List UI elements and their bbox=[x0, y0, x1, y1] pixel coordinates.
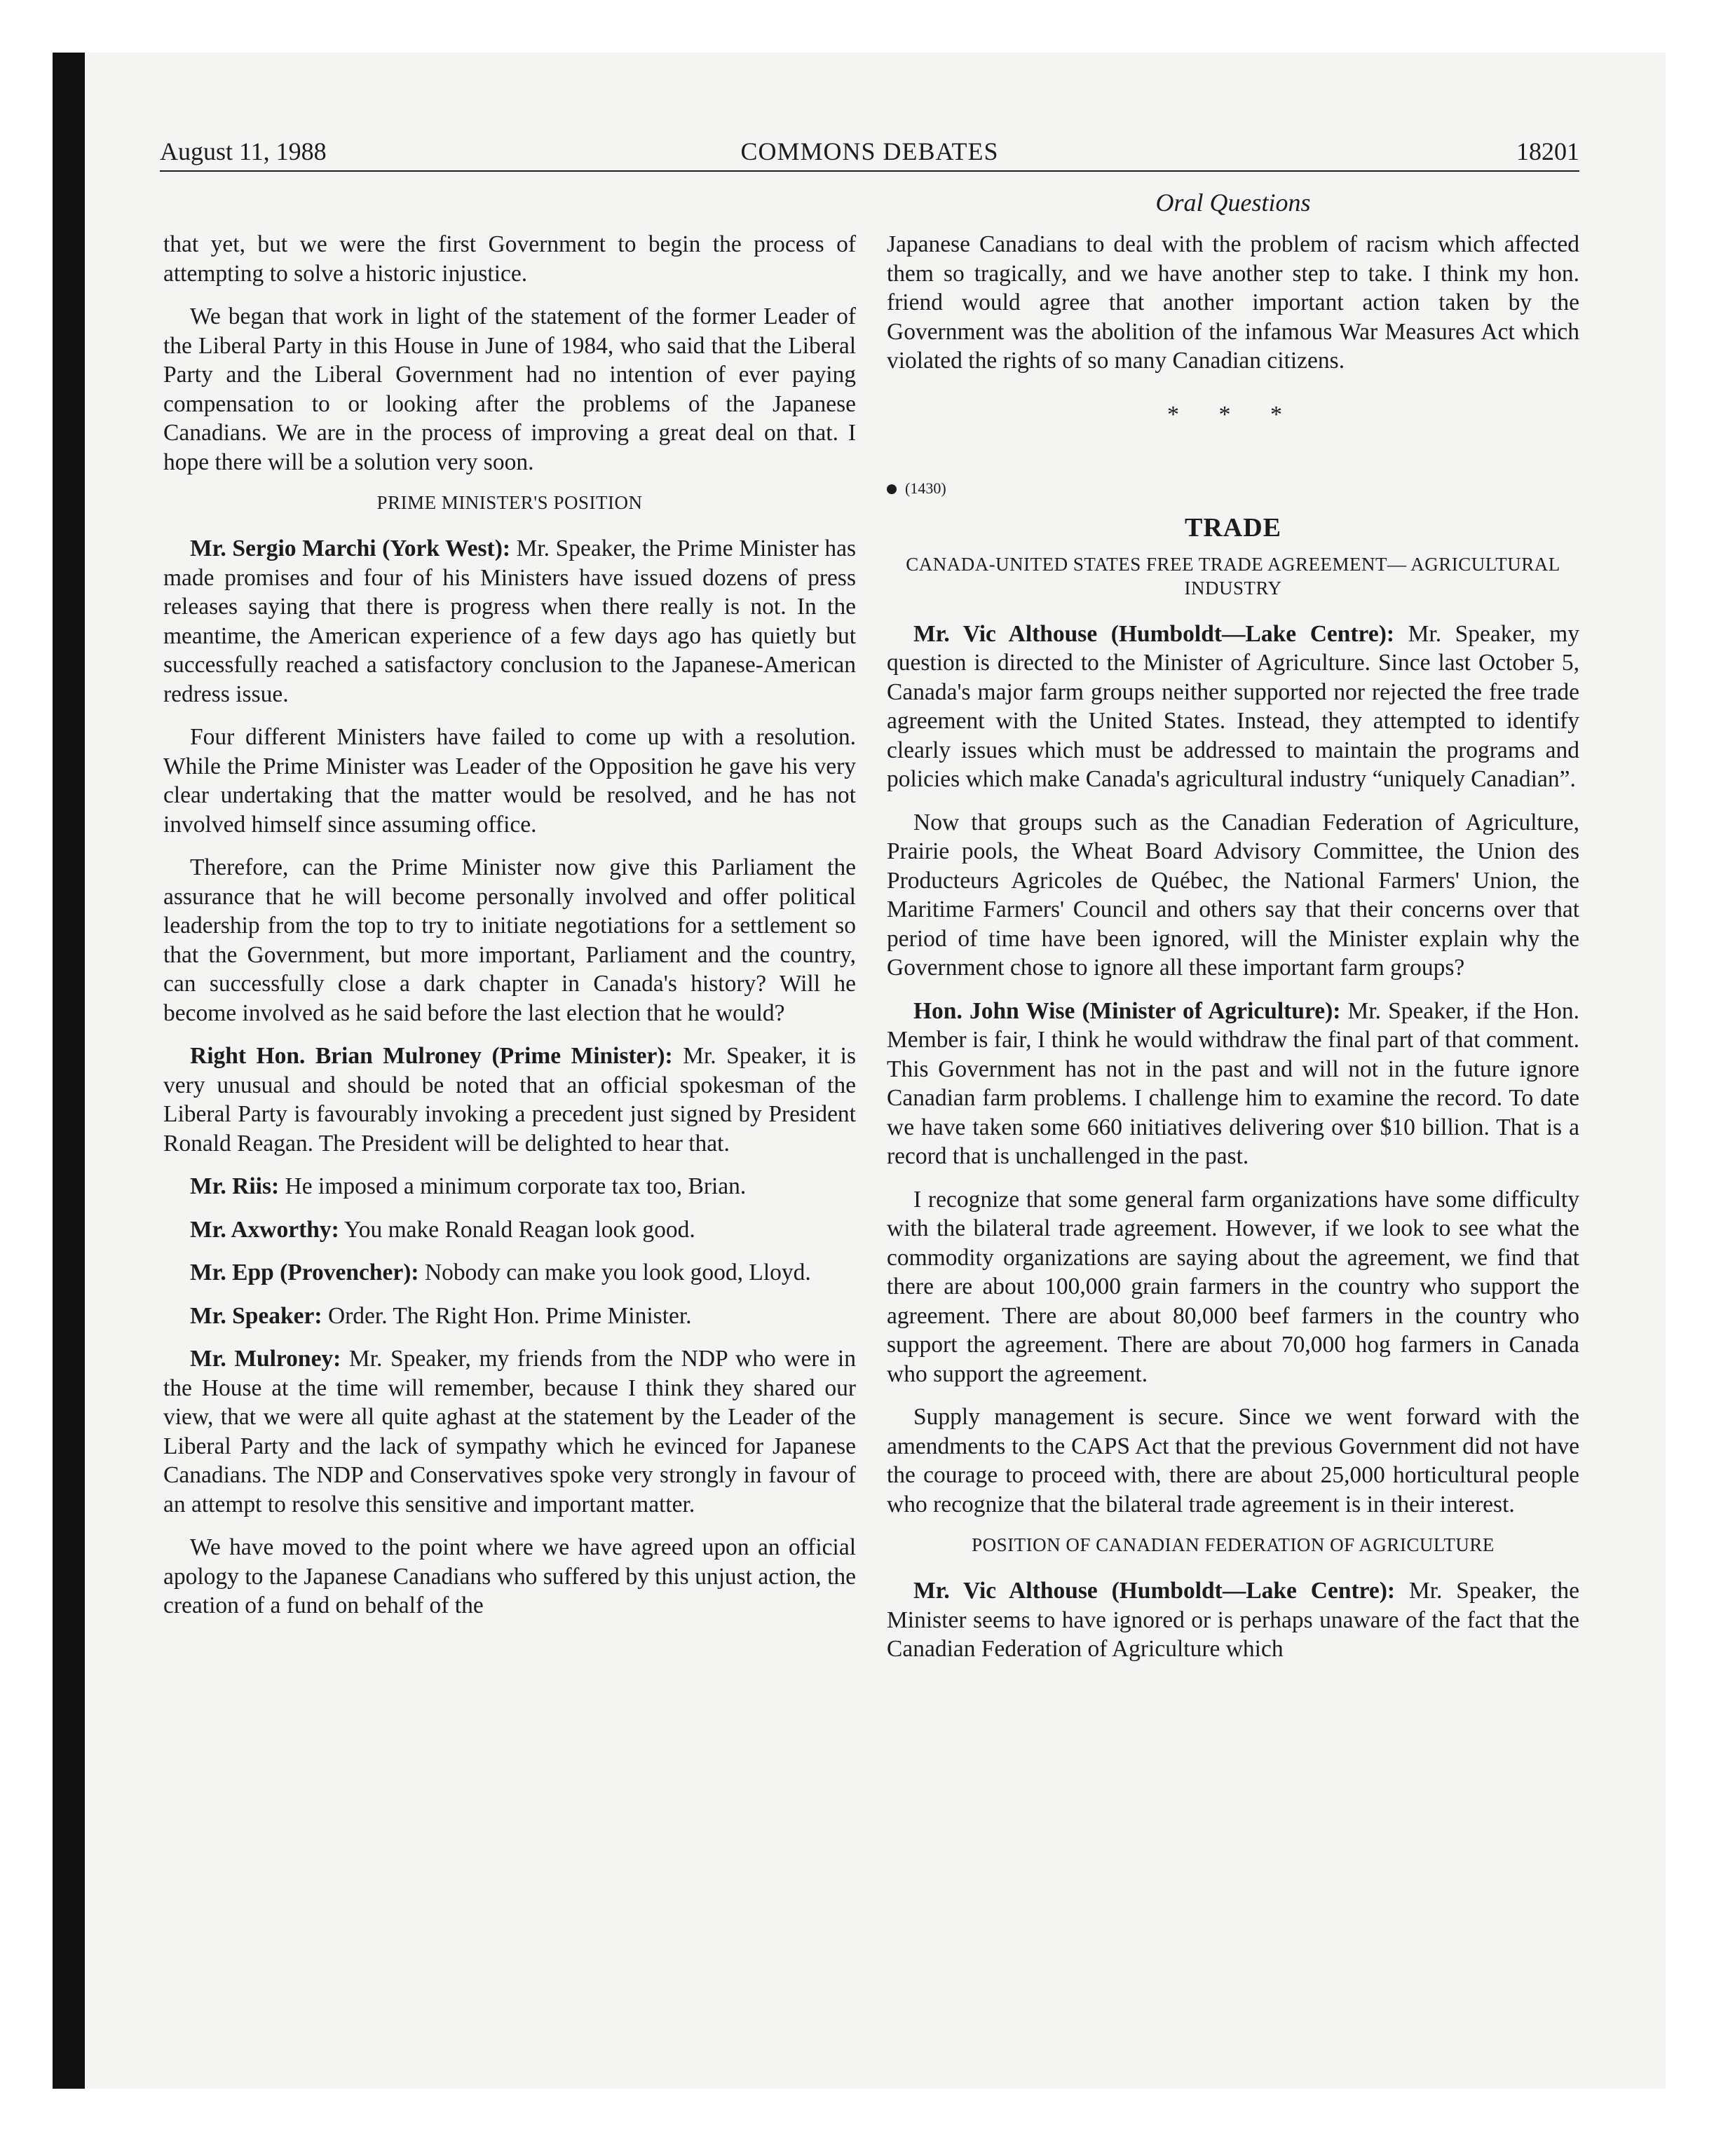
speech-text: You make Ronald Reagan look good. bbox=[339, 1216, 695, 1243]
page-number: 18201 bbox=[1516, 137, 1579, 165]
speech-paragraph bbox=[163, 1302, 856, 1331]
speech-text: Mr. Speaker, my friends from the NDP who were in the House at the time will remember, because I think they shared our view, that we were all quite aghast at the statement by the Leader of the Liberal Party and the lack of sympathy which he evinced for Japanese Canadians. The NDP and Conservatives spoke very strongly in favour of an attempt to resolve this sensitive and important matter. bbox=[163, 1346, 856, 1517]
heading-trade: TRADE bbox=[1184, 512, 1282, 543]
page-date: August 11, 1988 bbox=[160, 137, 327, 165]
speaker-name: Mr. Riis: bbox=[190, 1173, 280, 1199]
speech-text: Order. The Right Hon. Prime Minister. bbox=[322, 1302, 692, 1329]
scan-edge-bar bbox=[53, 53, 85, 2089]
speech-text: Mr. Speaker, it is very unusual and should be noted that an official spokesman of the Liberal Party is favourably invoking a precedent just signed by President Ronald Reagan. The President will be delighted to hear that. bbox=[163, 1043, 857, 1157]
paragraph: Four different Ministers have failed to come up with a resolution. While the Prime Minister was Leader of the Opposition he gave his very clear undertaking that the matter would be resolved, and he has not involved himself since assuming office. bbox=[163, 724, 856, 838]
speaker-name: Mr. Axworthy: bbox=[190, 1216, 339, 1243]
paragraph: Now that groups such as the Canadian Federation of Agriculture, Prairie pools, the Wheat Board Advisory Committee, the Union des Producteurs Agricoles de Québec, the National Farmers' Union, the Maritime Farmers' Council and others say that their concerns over that period of time have been ignored, will the Minister explain why the Government chose to ignore all these important farm groups? bbox=[887, 809, 1579, 981]
speech-paragraph bbox=[887, 997, 1579, 1171]
paragraph: Supply management is secure. Since we went forward with the amendments to the CAPS Act that the previous Government did not have the courage to proceed with, there are about 25,000 horticultural people who recognize that the bilateral trade agreement is in their interest. bbox=[887, 1404, 1579, 1517]
speech-paragraph bbox=[887, 1576, 1579, 1664]
speech-paragraph bbox=[163, 1172, 856, 1201]
paragraph: Japanese Canadians to deal with the problem of racism which affected them so tragically, and we have another step to take. I think my hon. friend would agree that another important action taken by the Government was the abolition of the infamous War Measures Act which violated the rights of so many Canadian citizens. bbox=[887, 231, 1579, 374]
speech-text: Mr. Speaker, the Minister seems to have ignored or is perhaps unaware of the fact that the Canadian Federation of Agriculture which bbox=[887, 1578, 1579, 1662]
right-column bbox=[887, 230, 1579, 1678]
section-separator-stars: * * * bbox=[1167, 401, 1299, 428]
speech-text: Mr. Speaker, if the Hon. Member is fair, I think he would withdraw the final part of that comment. This Government has not in the past and will not in the future ignore Canadian farm problems. I challenge him to examine the record. To date we have taken some 660 initiatives delivering over $10 billion. That is a record that is unchallenged in the past. bbox=[887, 997, 1579, 1169]
speaker-name: Mr. Mulroney: bbox=[190, 1346, 341, 1372]
header-rule bbox=[160, 170, 1579, 172]
speech-paragraph bbox=[163, 1344, 856, 1519]
speaker-name: Mr. Vic Althouse (Humboldt—Lake Centre): bbox=[913, 1578, 1396, 1604]
speech-paragraph bbox=[163, 534, 856, 709]
speaker-name: Mr. Vic Althouse (Humboldt—Lake Centre): bbox=[913, 620, 1395, 647]
running-head bbox=[160, 133, 1579, 170]
time-marker bbox=[887, 478, 1579, 499]
speaker-name: Mr. Epp (Provencher): bbox=[190, 1260, 419, 1285]
subheading-prime-ministers-position: PRIME MINISTER'S POSITION bbox=[376, 492, 643, 513]
bullet-dot-icon bbox=[887, 484, 897, 494]
section-title: Oral Questions bbox=[1155, 189, 1311, 217]
paragraph: I recognize that some general farm organizations have some difficulty with the bilateral trade agreement. However, if we look to see what the commodity organizations are saying about the agreement, we find that there are about 100,000 grain farmers in the country who support the agreement. There are about 80,000 beef farmers in the country who support the agreement. There are about 70,000 hog farmers in Canada who support the agreement. bbox=[887, 1186, 1579, 1387]
speaker-name: Right Hon. Brian Mulroney (Prime Minister): bbox=[190, 1043, 673, 1069]
speaker-name: Hon. John Wise (Minister of Agriculture): bbox=[913, 997, 1341, 1024]
speech-paragraph bbox=[163, 1258, 856, 1288]
speech-text: Nobody can make you look good, Lloyd. bbox=[419, 1260, 811, 1285]
speech-paragraph bbox=[163, 1215, 856, 1245]
speech-text: He imposed a minimum corporate tax too, Brian. bbox=[279, 1173, 747, 1199]
speech-text: Mr. Speaker, the Prime Minister has made promises and four of his Ministers have issued dozens of press releases saying that there is progress when there really is not. In the meantime, the American experience of a few days ago has quietly but successfully reached a satisfactory conclusion to the Japanese-American redress issue. bbox=[163, 535, 856, 707]
paragraph: that yet, but we were the first Government to begin the process of attempting to solve a historic injustice. bbox=[163, 231, 856, 287]
time-stamp: (1430) bbox=[905, 479, 946, 497]
speech-paragraph bbox=[163, 1042, 856, 1158]
paragraph: Therefore, can the Prime Minister now give this Parliament the assurance that he will become personally involved and offer political leadership from the top to try to initiate negotiations for a settlement so that the Government, but more important, Parliament and the country, can successfully close a dark chapter in Canada's history? Will he become involved as he said before the last election that he would? bbox=[163, 854, 856, 1026]
paragraph: We began that work in light of the statement of the former Leader of the Liberal Party in this House in June of 1984, who said that the Liberal Party and the Liberal Government had no intention of ever paying compensation to or looking after the problems of the Japanese Canadians. We are in the process of improving a great deal on that. I hope there will be a solution very soon. bbox=[163, 303, 856, 475]
paragraph: We have moved to the point where we have agreed upon an official apology to the Japanese Canadians who suffered by this unjust action, the creation of a fund on behalf of the bbox=[163, 1534, 856, 1618]
speaker-name: Mr. Sergio Marchi (York West): bbox=[190, 535, 511, 561]
speech-paragraph bbox=[887, 620, 1579, 794]
journal-title: COMMONS DEBATES bbox=[740, 137, 999, 165]
left-column bbox=[163, 230, 856, 1635]
subheading-free-trade-agreement: CANADA-UNITED STATES FREE TRADE AGREEMENT— AGRICULTURAL INDUSTRY bbox=[906, 553, 1560, 599]
speech-text: Mr. Speaker, my question is directed to the Minister of Agriculture. Since last October 5, Canada's major farm groups neither supported nor rejected the free trade agreement with the United States. Instead, they attempted to identify clearly issues which must be addressed to maintain the programs and policies which make Canada's agricultural industry “uniquely Canadian”. bbox=[887, 620, 1579, 792]
speaker-name: Mr. Speaker: bbox=[190, 1302, 322, 1329]
subheading-canadian-federation: POSITION OF CANADIAN FEDERATION OF AGRICULTURE bbox=[972, 1534, 1495, 1555]
